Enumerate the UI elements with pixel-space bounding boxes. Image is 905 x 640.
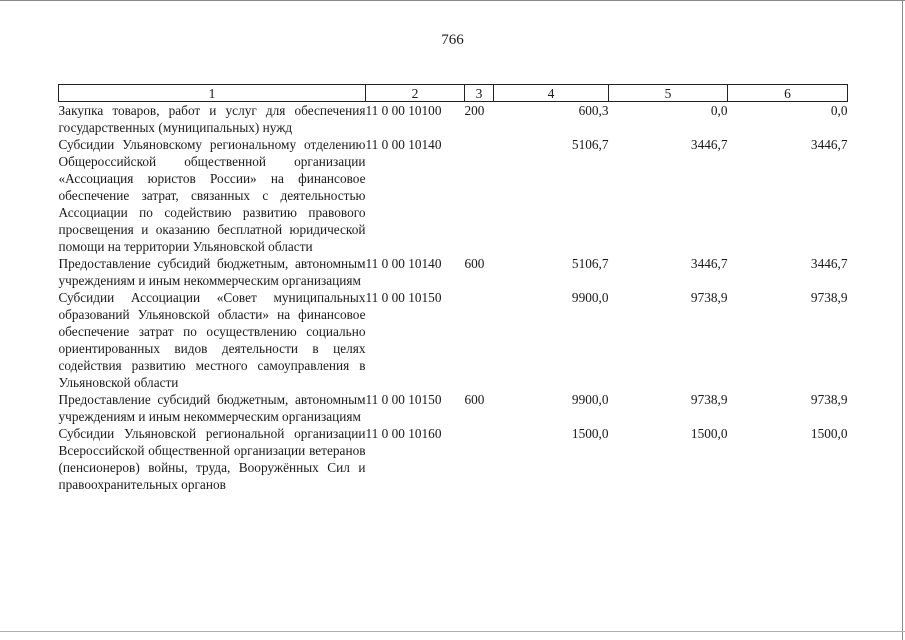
row-name: Субсидии Ульяновскому региональному отделению Общероссийской общественной организации «Ассоциация юристов России» на финансовое обеспечение затрат, связанных с деятельностью Ассоциации по содействию развитию правового просвещения и оказанию бесплатной юридической помощи на территории Ульяновской области xyxy=(58,137,366,254)
row-value-col5: 1500,0 xyxy=(690,426,728,441)
row-code: 11 0 00 10150 xyxy=(365,392,442,407)
row-value-col6: 9738,9 xyxy=(810,290,848,305)
row-expense-type xyxy=(465,289,494,391)
row-value-col6: 0,0 xyxy=(830,103,848,118)
header-col-2: 2 xyxy=(366,85,465,102)
row-value-col6: 1500,0 xyxy=(810,426,848,441)
row-code: 11 0 00 10150 xyxy=(365,290,442,305)
row-expense-type: 600 xyxy=(464,392,485,407)
row-value-col5: 9738,9 xyxy=(690,290,728,305)
row-code: 11 0 00 10140 xyxy=(365,256,442,271)
row-code: 11 0 00 10100 xyxy=(365,103,442,118)
row-expense-type: 600 xyxy=(464,256,485,271)
row-value-col5: 0,0 xyxy=(710,103,728,118)
row-value-col6: 9738,9 xyxy=(810,392,848,407)
row-name: Субсидии Ульяновской региональной организации Всероссийской общественной организации ветеранов (пенсионеров) войны, труда, Вооружённых Сил и правоохранительных органов xyxy=(58,426,366,492)
row-expense-type xyxy=(465,425,494,493)
row-code: 11 0 00 10160 xyxy=(365,426,442,441)
row-expense-type xyxy=(465,136,494,255)
row-name: Предоставление субсидий бюджетным, автономным учреждениям и иным некоммерческим организациям xyxy=(58,256,366,288)
row-name: Закупка товаров, работ и услуг для обеспечения государственных (муниципальных) нужд xyxy=(58,103,366,135)
row-value-col5: 3446,7 xyxy=(690,256,728,271)
table-row xyxy=(59,136,848,255)
row-value-col4: 9900,0 xyxy=(571,290,609,305)
row-name: Предоставление субсидий бюджетным, автономным учреждениям и иным некоммерческим организациям xyxy=(58,392,366,424)
page-number: 766 xyxy=(441,32,464,48)
row-value-col5: 3446,7 xyxy=(690,137,728,152)
header-col-1: 1 xyxy=(59,85,366,102)
scan-border-bottom xyxy=(0,631,905,632)
table-row xyxy=(59,102,848,137)
row-value-col4: 600,3 xyxy=(578,103,609,118)
table-row xyxy=(59,391,848,425)
table-row xyxy=(59,255,848,289)
header-row xyxy=(59,85,848,102)
header-col-5: 5 xyxy=(609,85,728,102)
header-col-3: 3 xyxy=(465,85,494,102)
scan-border-right xyxy=(902,0,903,640)
row-value-col4: 1500,0 xyxy=(571,426,609,441)
row-expense-type: 200 xyxy=(464,103,485,118)
row-value-col6: 3446,7 xyxy=(810,137,848,152)
row-name: Субсидии Ассоциации «Совет муниципальных образований Ульяновской области» на финансовое обеспечение затрат по осуществлению социально ориентированных видов деятельности в целях содействия развитию местного самоуправления в Ульяновской области xyxy=(58,290,366,390)
header-col-6: 6 xyxy=(728,85,848,102)
row-value-col4: 5106,7 xyxy=(571,256,609,271)
budget-table xyxy=(58,84,848,493)
row-value-col6: 3446,7 xyxy=(810,256,848,271)
row-value-col4: 9900,0 xyxy=(571,392,609,407)
header-col-4: 4 xyxy=(494,85,609,102)
row-value-col5: 9738,9 xyxy=(690,392,728,407)
table-row xyxy=(59,425,848,493)
table-row xyxy=(59,289,848,391)
row-code: 11 0 00 10140 xyxy=(365,137,442,152)
row-value-col4: 5106,7 xyxy=(571,137,609,152)
scan-border-top xyxy=(0,0,905,1)
